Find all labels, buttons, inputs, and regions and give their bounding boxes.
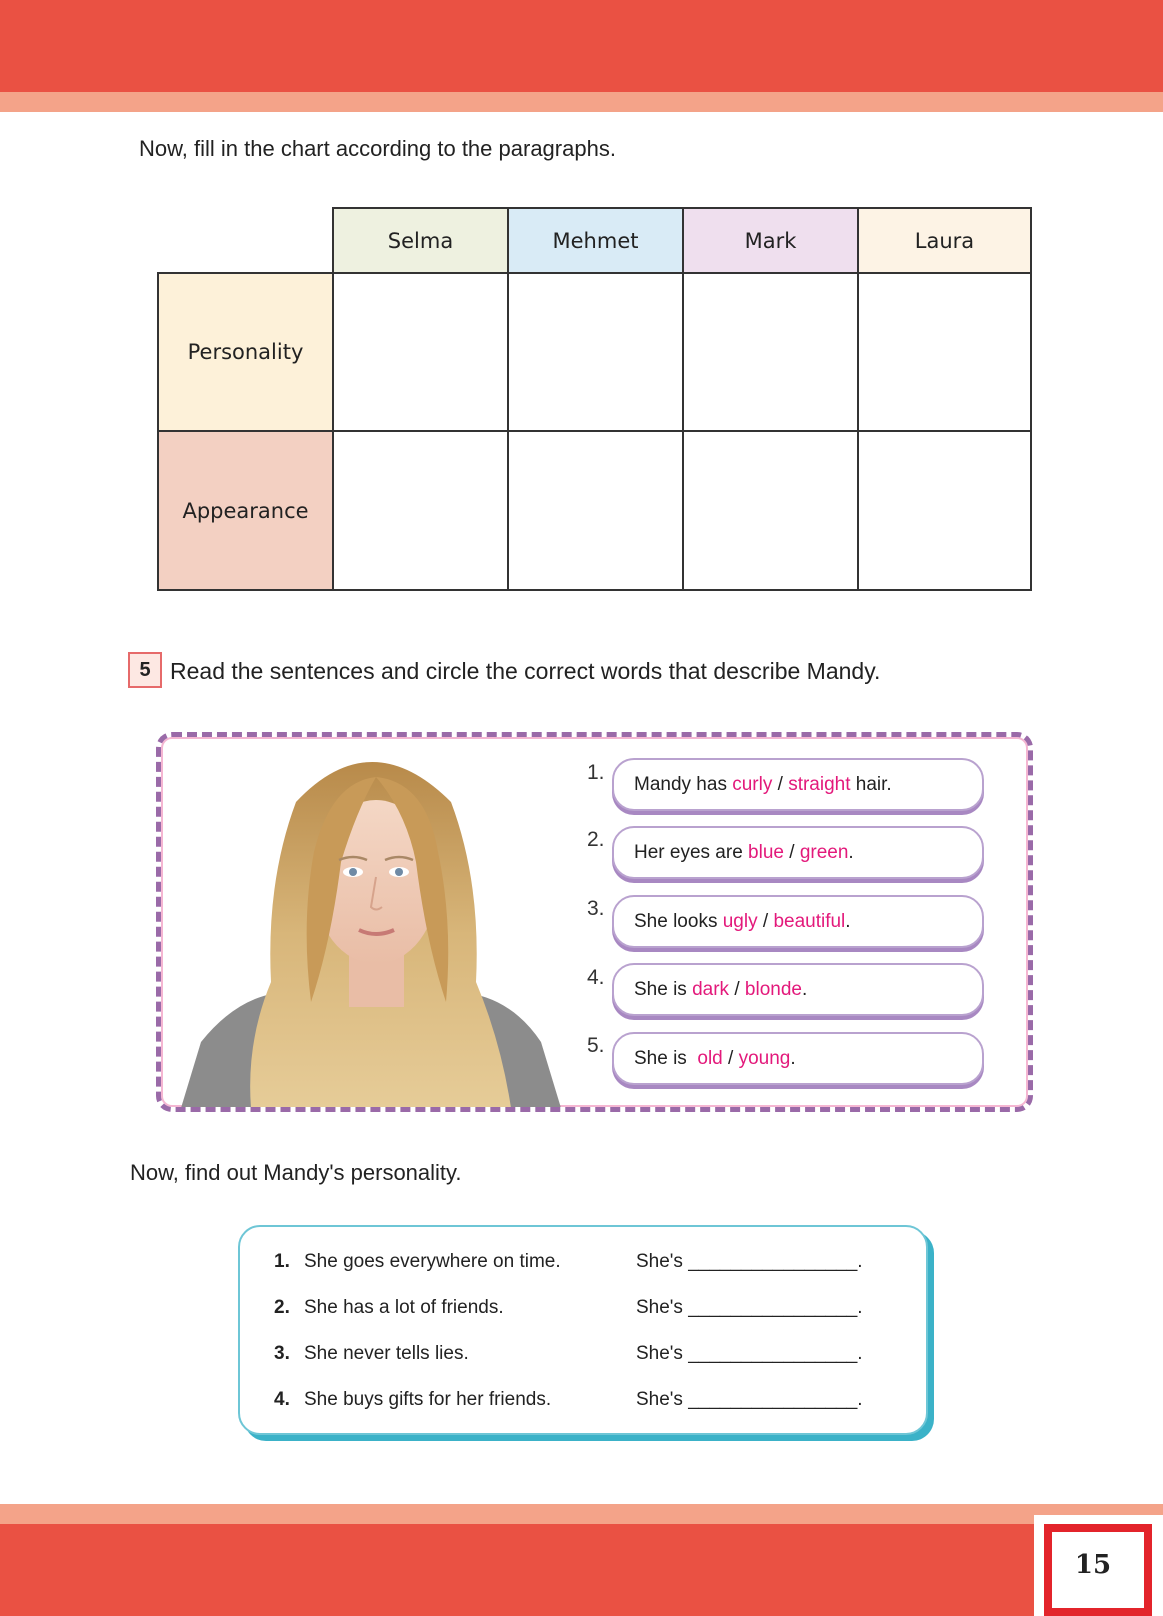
sentence-number: 4.: [587, 966, 605, 989]
chart-cell-mark-appearance[interactable]: [682, 430, 859, 591]
option-old[interactable]: old: [697, 1047, 723, 1069]
option-dark[interactable]: dark: [692, 978, 730, 1000]
chart-cell-selma-personality[interactable]: [332, 272, 509, 432]
sentence-number: 3.: [587, 897, 605, 920]
chart-cell-laura-appearance[interactable]: [857, 430, 1032, 591]
chart-cell-laura-personality[interactable]: [857, 272, 1032, 432]
item-number: 4.: [274, 1389, 290, 1410]
sentence-text: .: [845, 910, 851, 932]
option-separator: /: [729, 978, 745, 1000]
page-number: 15: [1074, 1550, 1112, 1580]
sentence-5: [612, 1032, 984, 1085]
personality-item-1: [274, 1251, 561, 1273]
item-number: 1.: [274, 1251, 290, 1272]
personality-item-4: [274, 1389, 551, 1411]
sentence-text: Her eyes are: [634, 841, 749, 863]
option-curly[interactable]: curly: [732, 773, 773, 795]
header-stripe: [0, 92, 1163, 112]
chart-header-mark: Mark: [682, 207, 859, 274]
sentence-text: hair.: [850, 773, 892, 795]
option-straight[interactable]: straight: [788, 773, 851, 795]
chart-header-mehmet: Mehmet: [507, 207, 684, 274]
item-number: 3.: [274, 1343, 290, 1364]
page-number-box: [1044, 1524, 1152, 1616]
answer-blank-2[interactable]: She's ________________.: [636, 1297, 863, 1318]
footer-stripe: [0, 1504, 1163, 1524]
chart-cell-selma-appearance[interactable]: [332, 430, 509, 591]
personality-instruction: Now, find out Mandy's personality.: [130, 1160, 462, 1185]
item-text: She buys gifts for her friends.: [304, 1389, 552, 1410]
sentence-3: [612, 895, 984, 948]
option-green[interactable]: green: [799, 841, 849, 863]
option-separator: /: [772, 773, 789, 795]
chart-cell-mehmet-appearance[interactable]: [507, 430, 684, 591]
answer-blank-3[interactable]: She's ________________.: [636, 1343, 863, 1364]
sentence-text: Mandy has: [634, 773, 733, 795]
sentence-text: .: [790, 1047, 796, 1069]
option-separator: /: [757, 910, 774, 932]
personality-item-2: [274, 1297, 504, 1319]
chart-instruction: Now, fill in the chart according to the paragraphs.: [139, 136, 616, 161]
option-blonde[interactable]: blonde: [744, 978, 802, 1000]
chart-header-selma: Selma: [332, 207, 509, 274]
sentence-text: .: [801, 978, 808, 1000]
item-text: She goes everywhere on time.: [304, 1251, 561, 1272]
sentence-text: .: [848, 841, 854, 863]
footer-band: [0, 1524, 1163, 1616]
chart-header-laura: Laura: [857, 207, 1032, 274]
sentence-text: She looks: [634, 910, 723, 932]
sentence-text: She is: [634, 1047, 698, 1069]
chart-row-personality: Personality: [157, 272, 334, 432]
header-band: [0, 0, 1163, 92]
option-blue[interactable]: blue: [748, 841, 784, 863]
chart-cell-mark-personality[interactable]: [682, 272, 859, 432]
chart-cell-mehmet-personality[interactable]: [507, 272, 684, 432]
sentence-number: 5.: [587, 1034, 605, 1057]
personality-item-3: [274, 1343, 469, 1365]
item-text: She never tells lies.: [304, 1343, 469, 1364]
mandy-photo: [181, 742, 571, 1108]
sentence-2: [612, 826, 984, 879]
option-separator: /: [722, 1047, 739, 1069]
answer-blank-1[interactable]: She's ________________.: [636, 1251, 863, 1272]
sentence-1: [612, 758, 984, 811]
sentence-number: 1.: [587, 761, 605, 784]
sentence-number: 2.: [587, 828, 605, 851]
option-young[interactable]: young: [738, 1047, 791, 1069]
sentence-4: [612, 963, 984, 1016]
personality-box: [238, 1225, 928, 1435]
option-ugly[interactable]: ugly: [722, 910, 758, 932]
exercise-number: 5: [128, 652, 162, 688]
item-number: 2.: [274, 1297, 290, 1318]
exercise-title: Read the sentences and circle the correct words that describe Mandy.: [170, 658, 881, 684]
option-beautiful[interactable]: beautiful: [773, 910, 846, 932]
option-separator: /: [783, 841, 800, 863]
item-text: She has a lot of friends.: [304, 1297, 504, 1318]
answer-blank-4[interactable]: She's ________________.: [636, 1389, 863, 1410]
chart-row-appearance: Appearance: [157, 430, 334, 591]
character-chart: [157, 207, 1032, 591]
sentence-text: She is: [634, 978, 693, 1000]
